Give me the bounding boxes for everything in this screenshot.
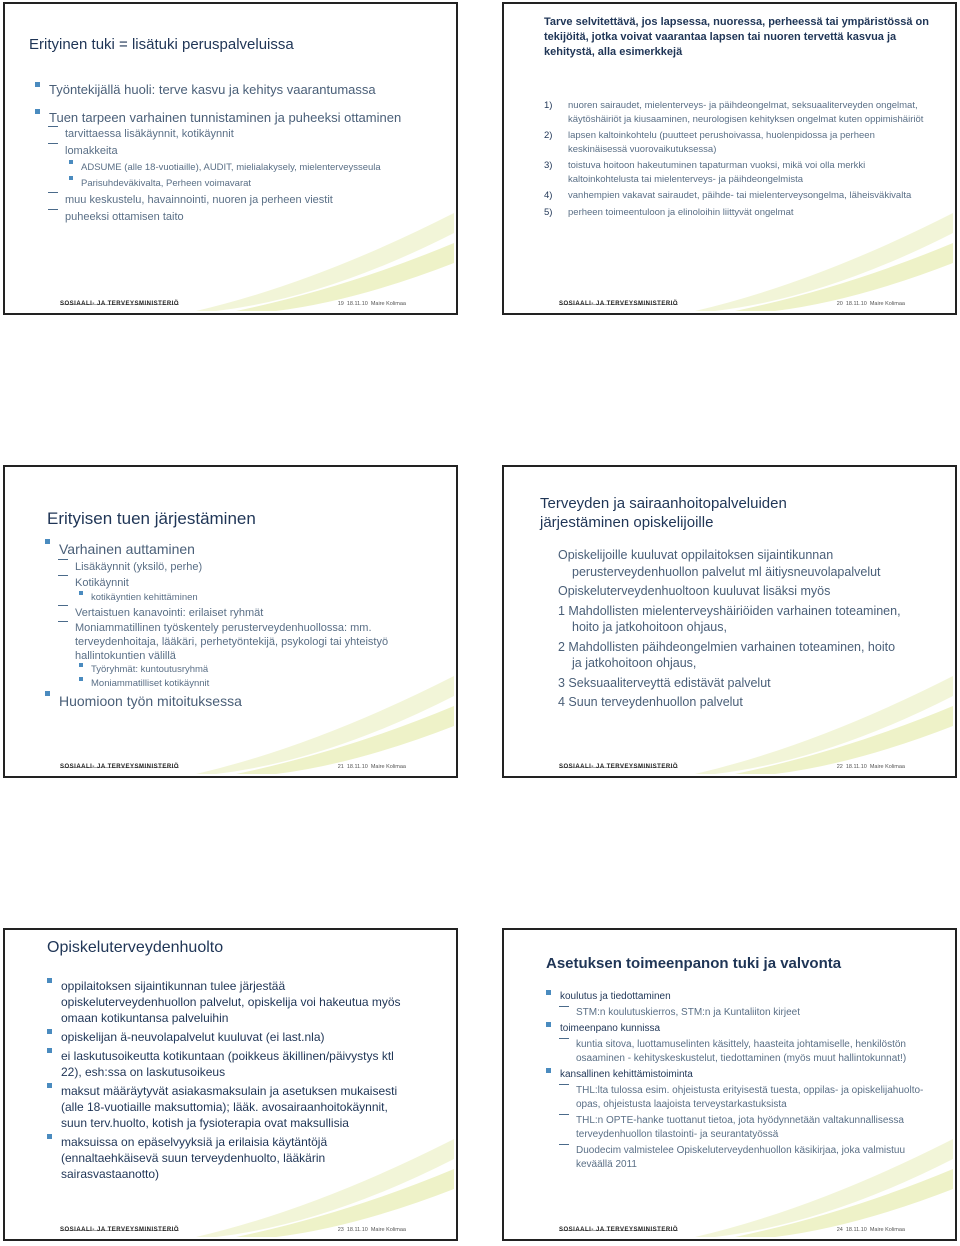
- slide-date: 18.11.10: [346, 764, 368, 770]
- slide-20: [502, 2, 957, 315]
- slide-22: [502, 465, 957, 778]
- slide-date: 18.11.10: [845, 764, 867, 770]
- slide-number: 20: [836, 301, 843, 307]
- slide-date: 18.11.10: [346, 1227, 368, 1233]
- slide-author: Maire Kolimaa: [869, 764, 905, 770]
- slide-date: 18.11.10: [346, 301, 368, 307]
- list-number: 1): [544, 100, 553, 111]
- slide-date: 18.11.10: [845, 1227, 867, 1233]
- ministry-logo: SOSIAALI- JA TERVEYSMINISTERIÖ: [559, 764, 679, 770]
- list-text: perheen toimeentuloon ja elinoloihin liittyvät ongelmat: [568, 206, 794, 218]
- slide-title: Terveyden ja sairaanhoitopalveluiden järjestäminen opiskelijoille: [540, 495, 787, 531]
- list-item: maksut määräytyvät asiakasmaksulain ja asetuksen mukaisesti (alle 18-vuotiaille maksuttomia); lääk. avosairaanhoitokäynnit, suun terv.huolto, kotish ja fysioterapia ovat maksullisia: [47, 1083, 412, 1131]
- slide-footer: [559, 1223, 905, 1233]
- slide-author: Maire Kolimaa: [370, 301, 406, 307]
- slide-title: Asetuksen toimeenpanon tuki ja valvonta: [546, 955, 842, 972]
- slide-content: [558, 547, 908, 711]
- slide-content: [35, 82, 450, 226]
- slide-number: 22: [836, 764, 843, 770]
- list-text: nuoren sairaudet, mielenterveys- ja päihdeongelmat, seksuaaliterveyden ongelmat, käytöshäiriöt ja kiusaaminen, neurologisen kehityksen ongelmat kuten oppimishäiriöt: [568, 100, 924, 125]
- list-item: Varhainen auttaminen: [45, 539, 410, 559]
- list-item: Tuen tarpeen varhainen tunnistaminen ja puheeksi ottaminen: [35, 109, 450, 126]
- list-item: toimeenpano kunnissa: [546, 1022, 931, 1036]
- slide-meta: [335, 1227, 406, 1233]
- list-item: STM:n koulutuskierros, STM:n ja Kuntaliiton kirjeet: [546, 1006, 931, 1020]
- slide-meta: [834, 1227, 905, 1233]
- list-item: muu keskustelu, havainnointi, nuoren ja perheen viestit: [35, 192, 450, 209]
- ministry-logo: SOSIAALI- JA TERVEYSMINISTERIÖ: [60, 764, 180, 770]
- list-item: Huomioon työn mitoituksessa: [45, 691, 410, 711]
- slide-number: 23: [337, 1227, 344, 1233]
- list-item: maksuissa on epäselvyyksiä ja erilaisia käytäntöjä (ennaltaehkäisevä suun terveydenhuolto, lääkärin sairasvastaanotto): [47, 1134, 412, 1182]
- slide-content: [546, 990, 931, 1172]
- list-text: toistuva hoitoon hakeutuminen tapaturman vuoksi, mikä voi olla merkki kaltoinkohtelusta tai mielenterveys- ja päihdeongelmista: [568, 160, 866, 185]
- list-item: Opiskeluterveydenhuoltoon kuuluvat lisäksi myös: [558, 584, 831, 598]
- slide-meta: [834, 764, 905, 770]
- list-text: vanhempien vakavat sairaudet, päihde- tai mielenterveysongelma, läheisväkivalta: [568, 190, 912, 201]
- list-number: 3): [544, 160, 553, 171]
- list-item: Duodecim valmistelee Opiskeluterveydenhuollon käsikirjaa, joka valmistuu keväällä 2011: [546, 1144, 931, 1172]
- slide-author: Maire Kolimaa: [869, 301, 905, 307]
- slide-title: Erityisen tuen järjestäminen: [47, 509, 256, 528]
- list-item: Lisäkäynnit (yksilö, perhe): [45, 559, 410, 575]
- ministry-logo: SOSIAALI- JA TERVEYSMINISTERIÖ: [559, 301, 679, 307]
- slide-author: Maire Kolimaa: [869, 1227, 905, 1233]
- list-item: kansallinen kehittämistoiminta: [546, 1068, 931, 1082]
- list-item: oppilaitoksen sijaintikunnan tulee järjestää opiskeluterveydenhuollon palvelut, opiskelija voi hakeutua myös omaan kotikuntansa palveluihin: [47, 978, 412, 1026]
- list-item: Työntekijällä huoli: terve kasvu ja kehitys vaarantumassa: [35, 82, 450, 97]
- slide-19: [3, 2, 458, 315]
- slide-24: [502, 928, 957, 1241]
- list-item: puheeksi ottamisen taito: [35, 209, 450, 226]
- list-item: lomakkeita: [35, 143, 450, 160]
- list-item: [544, 189, 934, 203]
- list-item: 4 Suun terveydenhuollon palvelut: [558, 695, 743, 709]
- list-item: THL:lta tulossa esim. ohjeistusta erityisestä tuesta, oppilas- ja opiskelijahuolto-opas, ohjeistusta laajoista terveystarkastuksista: [546, 1084, 931, 1112]
- slide-author: Maire Kolimaa: [370, 1227, 406, 1233]
- ministry-logo: SOSIAALI- JA TERVEYSMINISTERIÖ: [60, 301, 180, 307]
- list-item: Opiskelijoille kuuluvat oppilaitoksen sijaintikunnan perusterveydenhuollon palvelut ml äitiysneuvolapalvelut: [558, 548, 881, 579]
- list-item: Työryhmät: kuntoutusryhmä: [45, 663, 410, 677]
- slide-title: Opiskeluterveydenhuolto: [47, 939, 224, 956]
- list-item: koulutus ja tiedottaminen: [546, 990, 931, 1004]
- slide-footer: [60, 1223, 406, 1233]
- slide-23: [3, 928, 458, 1241]
- slide-number: 24: [836, 1227, 843, 1233]
- slide-author: Maire Kolimaa: [370, 764, 406, 770]
- list-item: [544, 206, 934, 220]
- slide-footer: [559, 760, 905, 770]
- ministry-logo: SOSIAALI- JA TERVEYSMINISTERIÖ: [559, 1227, 679, 1233]
- list-item: [544, 99, 934, 126]
- slide-date: 18.11.10: [845, 301, 867, 307]
- ministry-logo: SOSIAALI- JA TERVEYSMINISTERIÖ: [60, 1227, 180, 1233]
- list-item: kotikäyntien kehittäminen: [45, 591, 410, 605]
- slide-number: 21: [337, 764, 344, 770]
- list-item: 1 Mahdollisten mielenterveyshäiriöiden varhainen toteaminen, hoito ja jatkohoitoon ohjaus,: [558, 603, 901, 634]
- slide-content: [45, 539, 410, 711]
- list-item: 2 Mahdollisten päihdeongelmien varhainen toteaminen, hoito ja jatkohoitoon ohjaus,: [558, 639, 896, 670]
- list-text: lapsen kaltoinkohtelu (puutteet perushoivassa, huolenpidossa ja perheen keskinäisessä vuorovaikutuksessa): [568, 130, 875, 155]
- list-item: kuntia sitova, luottamuselinten käsittely, haasteita johtamiselle, henkilöstön osaaminen - kehityskeskustelut, tiedottaminen (myös muut hallintokunnat!): [546, 1038, 931, 1066]
- slide-footer: [60, 297, 406, 307]
- list-item: [544, 159, 934, 186]
- list-number: 4): [544, 190, 553, 201]
- list-item: tarvittaessa lisäkäynnit, kotikäynnit: [35, 126, 450, 143]
- list-item: Parisuhdeväkivalta, Perheen voimavarat: [35, 176, 450, 192]
- slide-footer: [60, 760, 406, 770]
- slide-meta: [335, 301, 406, 307]
- list-item: ADSUME (alle 18-vuotiaille), AUDIT, mielialakysely, mielenterveysseula: [35, 160, 450, 176]
- slide-title: Erityinen tuki = lisätuki peruspalveluissa: [29, 36, 294, 53]
- slide-title: Tarve selvitettävä, jos lapsessa, nuoressa, perheessä tai ympäristössä on tekijöitä, jotka voivat vaarantaa lapsen tai nuoren tervettä kasvua ja kehitystä, alla esimerkkejä: [544, 16, 929, 58]
- slide-meta: [834, 301, 905, 307]
- slide-meta: [335, 764, 406, 770]
- list-item: opiskelijan ä-neuvolapalvelut kuuluvat (ei last.nla): [47, 1029, 412, 1045]
- slide-footer: [559, 297, 905, 307]
- list-item: [544, 129, 934, 156]
- slide-21: [3, 465, 458, 778]
- list-number: 2): [544, 130, 553, 141]
- slide-content: [544, 99, 934, 219]
- list-item: Moniammatilliset kotikäynnit: [45, 677, 410, 691]
- list-item: Kotikäynnit: [45, 575, 410, 591]
- list-item: 3 Seksuaaliterveyttä edistävät palvelut: [558, 675, 771, 690]
- list-item: Vertaistuen kanavointi: erilaiset ryhmät: [45, 605, 410, 621]
- list-item: THL:n OPTE-hanke tuottanut tietoa, jota hyödynnetään valtakunnallisessa terveydenhuollon tilastointi- ja seurantatyössä: [546, 1114, 931, 1142]
- slide-content: [47, 978, 412, 1182]
- list-number: 5): [544, 206, 553, 218]
- slide-number: 19: [337, 301, 344, 307]
- list-item: Moniammatillinen työskentely perusterveydenhuollossa: mm. terveydenhoitaja, lääkäri, perhetyöntekijä, psykologi tai yhteistyö hallintokuntien välillä: [45, 621, 410, 663]
- list-item: ei laskutusoikeutta kotikuntaan (poikkeus äkillinen/päivystys ktl 22), esh:ssa on laskutusoikeus: [47, 1048, 412, 1080]
